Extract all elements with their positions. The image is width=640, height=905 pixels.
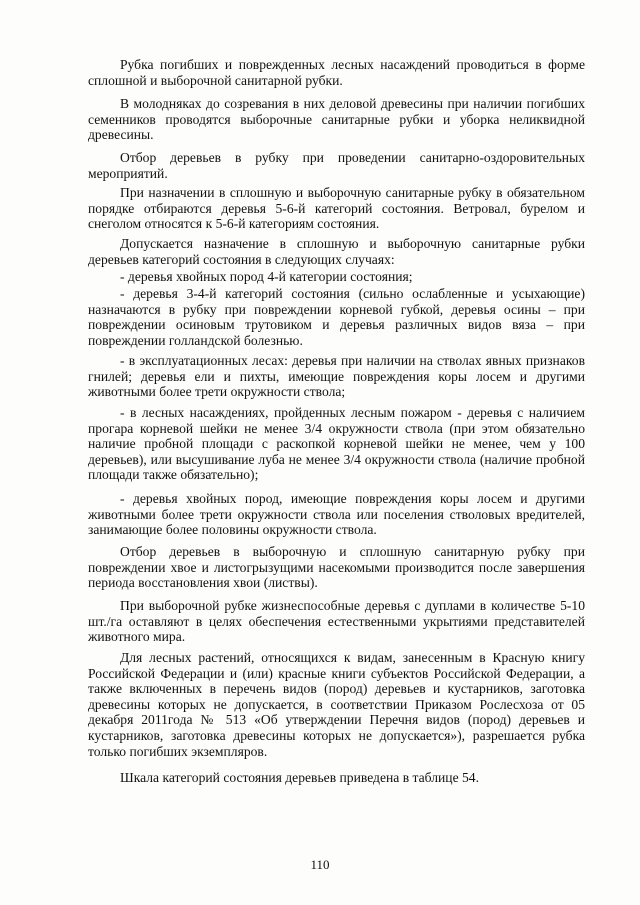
list-item-3: - в эксплуатационных лесах: деревья при наличии на стволах явных признаков гнилей; деревья ели и пихты, имеющие повреждения коры лосем и другими животными более трети окружности ствола; [88, 353, 585, 400]
paragraph-3: Отбор деревьев в рубку при проведении санитарно-оздоровительных мероприятий. [88, 150, 585, 181]
list-item-1: - деревья хвойных пород 4-й категории состояния; [120, 269, 413, 284]
list-item-4: - в лесных насаждениях, пройденных лесным пожаром - деревья с наличием прогара корневой шейки не менее 3/4 окружности ствола (при этом обязательно наличие пробной площади с раскопкой корневой шейки не менее, чем у 100 деревьев), или высушивание луба не менее 3/4 окружности ствола (наличие пробной площади также обязательно); [88, 405, 585, 483]
paragraph-5: Допускается назначение в сплошную и выборочную санитарные рубки деревьев категорий состояния в следующих случаях: [88, 236, 585, 267]
page-number: 110 [310, 857, 330, 872]
paragraph-2: В молодняках до созревания в них деловой древесины при наличии погибших семенников проводятся выборочные санитарные рубки и уборка неликвидной древесины. [88, 96, 585, 143]
paragraph-7: При выборочной рубке жизнеспособные деревья с дуплами в количестве 5-10 шт./га оставляют в целях обеспечения естественными укрытиями представителей животного мира. [88, 598, 585, 645]
paragraph-9: Шкала категорий состояния деревьев приведена в таблице 54. [120, 770, 480, 785]
paragraph-8: Для лесных растений, относящихся к видам, занесенным в Красную книгу Российской Федерации и (или) красные книги субъектов Российской Федерации, а также включенных в перечень видов (пород) деревьев и кустарников, заготовка древесины которых не допускается, в соответствии Приказом Рослесхоза от 05 декабря 2011года № 513 «Об утверждении Перечня видов (пород) деревьев и кустарников, заготовка древесины которых не допускается»), разрешается рубка только погибших экземпляров. [88, 650, 585, 759]
paragraph-4: При назначении в сплошную и выборочную санитарные рубку в обязательном порядке отбираются деревья 5-6-й категорий состояния. Ветровал, бурелом и снеголом относятся к 5-6-й категориям состояния. [88, 185, 585, 232]
paragraph-1: Рубка погибших и поврежденных лесных насаждений проводиться в форме сплошной и выборочной санитарной рубки. [88, 57, 585, 88]
list-item-2: - деревья 3-4-й категорий состояния (сильно ослабленные и усыхающие) назначаются в рубку при повреждении корневой губкой, деревья осины – при повреждении осиновым трутовиком и деревья различных видов вяза – при повреждении голландской болезнью. [88, 286, 585, 348]
paragraph-6: Отбор деревьев в выборочную и сплошную санитарную рубку при повреждении хвое и листогрызущими насекомыми производится после завершения периода восстановления хвои (листвы). [88, 544, 585, 591]
list-item-5: - деревья хвойных пород, имеющие повреждения коры лосем и другими животными более трети окружности ствола или поселения стволовых вредителей, занимающие более половины окружности ствола. [88, 491, 585, 538]
